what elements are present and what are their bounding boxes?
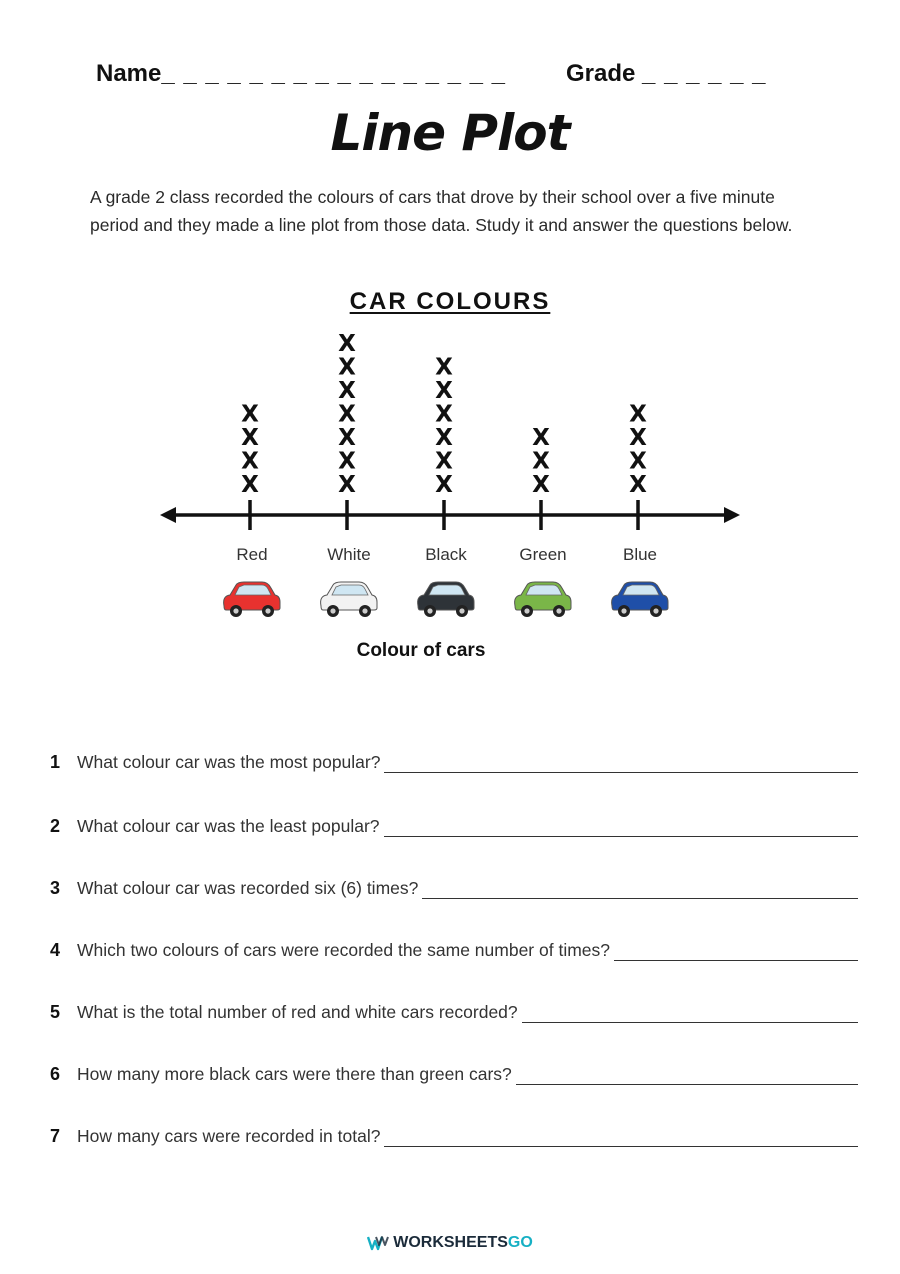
answer-line[interactable] — [522, 1004, 858, 1023]
question-4 — [50, 940, 858, 961]
answer-line[interactable] — [516, 1066, 858, 1085]
answer-line[interactable] — [422, 880, 858, 899]
answer-line[interactable] — [384, 818, 858, 837]
plot-x-mark: X — [435, 425, 453, 451]
car-icon — [418, 582, 474, 617]
w-logo-icon — [367, 1235, 389, 1251]
car-icon — [612, 582, 668, 617]
tick-label: Blue — [622, 545, 658, 564]
plot-x-mark: X — [338, 378, 356, 404]
plot-x-mark: X — [435, 378, 453, 404]
question-text: What is the total number of red and white cars recorded? — [77, 1002, 518, 1022]
plot-x-mark: X — [338, 425, 356, 451]
answer-line[interactable] — [384, 754, 858, 773]
question-text: Which two colours of cars were recorded the same number of times? — [77, 940, 610, 960]
question-text: What colour car was recorded six (6) times? — [77, 878, 419, 898]
intro-text: A grade 2 class recorded the colours of cars that drove by their school over a five minute period and they made a line plot from those data. Study it and answer the questions below. — [90, 187, 793, 235]
x-axis-label: Colour of cars — [356, 640, 486, 661]
question-number: 5 — [50, 1002, 61, 1022]
tick-label: Green — [519, 545, 567, 564]
chart-title: CAR COLOURS — [349, 288, 551, 315]
footer-brand — [0, 1234, 900, 1252]
brand-worksheets: WORKSHEETS — [393, 1234, 508, 1251]
question-text: How many more black cars were there than green cars? — [77, 1064, 512, 1084]
plot-x-mark: X — [241, 448, 259, 475]
question-text: How many cars were recorded in total? — [77, 1126, 381, 1146]
axis-arrow-right — [724, 507, 740, 523]
question-6 — [50, 1064, 858, 1085]
question-number: 2 — [50, 816, 61, 836]
question-number: 3 — [50, 878, 61, 898]
plot-x-mark: X — [532, 425, 550, 451]
plot-x-mark: X — [435, 401, 453, 428]
plot-x-mark: X — [241, 401, 259, 428]
plot-x-mark: X — [532, 448, 550, 475]
question-text: What colour car was the least popular? — [77, 816, 380, 836]
name-label: Name — [96, 60, 162, 87]
answer-line[interactable] — [384, 1128, 858, 1147]
plot-x-mark: X — [338, 401, 356, 428]
axis-arrow-left — [160, 507, 176, 523]
plot-x-mark: X — [241, 425, 259, 451]
plot-x-mark: X — [338, 354, 356, 381]
question-1 — [50, 752, 858, 773]
question-number: 4 — [50, 940, 61, 960]
question-2 — [50, 816, 858, 837]
plot-x-mark: X — [629, 472, 647, 498]
plot-x-mark: X — [338, 472, 356, 498]
question-5 — [50, 1002, 858, 1023]
grade-blank: _ _ _ _ _ _ — [642, 60, 767, 87]
brand-go: GO — [507, 1234, 533, 1251]
plot-x-mark: X — [338, 331, 356, 357]
answer-line[interactable] — [614, 942, 858, 961]
grade-label: Grade — [566, 60, 636, 87]
plot-x-mark: X — [435, 448, 453, 475]
plot-x-mark: X — [532, 472, 550, 498]
plot-x-mark: X — [629, 401, 647, 428]
question-number: 6 — [50, 1064, 61, 1084]
plot-x-mark: X — [629, 448, 647, 475]
question-number: 1 — [50, 752, 61, 772]
tick-label: White — [327, 545, 371, 564]
car-icon — [321, 582, 377, 617]
plot-x-mark: X — [338, 448, 356, 475]
plot-x-mark: X — [629, 425, 647, 451]
car-icon — [224, 582, 280, 617]
page-title: Line Plot — [330, 104, 570, 162]
car-icon — [515, 582, 571, 617]
plot-x-mark: X — [435, 472, 453, 498]
tick-label: Red — [236, 545, 268, 564]
plot-x-mark: X — [435, 354, 453, 381]
question-number: 7 — [50, 1126, 61, 1146]
question-7 — [50, 1126, 858, 1147]
plot-x-mark: X — [241, 472, 259, 498]
question-text: What colour car was the most popular? — [77, 752, 381, 772]
name-blank: _ _ _ _ _ _ _ _ _ _ _ _ _ _ _ _ — [161, 60, 506, 87]
tick-label: Black — [425, 545, 467, 564]
question-3 — [50, 878, 858, 899]
